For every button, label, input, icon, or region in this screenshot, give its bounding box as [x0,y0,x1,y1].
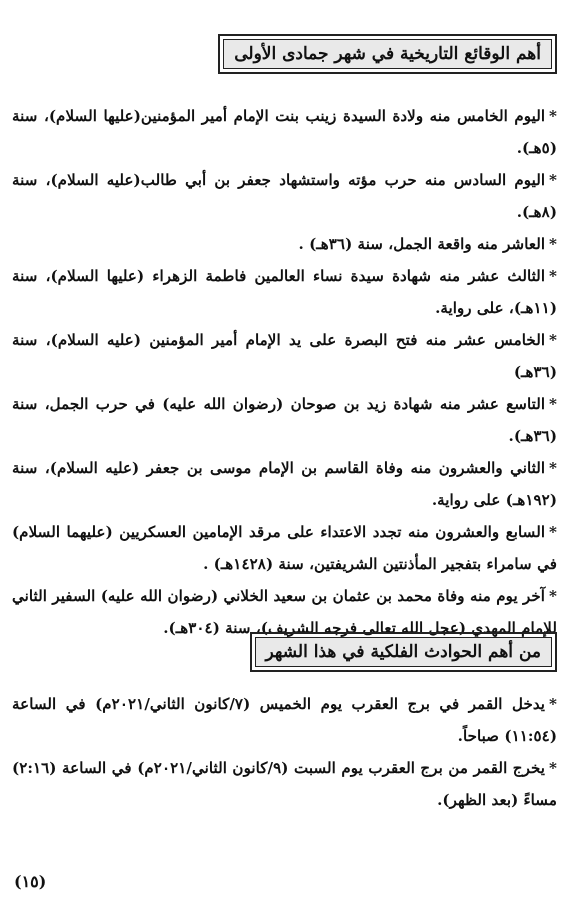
bullet-star: * [549,759,557,777]
list-item [12,260,557,324]
event-text: التاسع عشر منه شهادة زيد بن صوحان (رضوان الله عليه) في حرب الجمل، سنة (٣٦هـ). [12,395,557,445]
event-text: آخر يوم منه وفاة محمد بن عثمان بن سعيد الخلاني (رضوان الله عليه) السفير الثاني للإمام المهدي (عجل الله تعالى فرجه الشريف)، سنة (٣٠٤هـ). [12,587,557,637]
bullet-star: * [549,395,557,413]
event-text: يدخل القمر في برج العقرب يوم الخميس (٧/كانون الثاني/٢٠٢١م) في الساعة (١١:٥٤) صباحاً. [12,695,557,745]
list-item [12,324,557,388]
section-title-astronomical-events [250,632,557,672]
bullet-star: * [549,523,557,541]
section-title-historical-events [218,34,557,74]
list-item [12,100,557,164]
bullet-star: * [549,171,557,189]
section-title-text: من أهم الحوادث الفلكية في هذا الشهر [255,637,552,667]
event-text: الثالث عشر منه شهادة سيدة نساء العالمين فاطمة الزهراء (عليها السلام)، سنة (١١هـ)، على رواية. [12,267,557,317]
bullet-star: * [549,459,557,477]
event-text: يخرج القمر من برج العقرب يوم السبت (٩/كانون الثاني/٢٠٢١م) في الساعة (٢:١٦) مساءً (بعد الظهر). [12,759,557,809]
event-text: السابع والعشرون منه تجدد الاعتداء على مرقد الإمامين العسكريين (عليهما السلام) في سامراء بتفجير المأذنتين الشريفتين، سنة (١٤٢٨هـ) . [12,523,557,573]
list-item [12,452,557,516]
list-item [12,688,557,752]
event-text: اليوم الخامس منه ولادة السيدة زينب بنت الإمام أمير المؤمنين(عليها السلام)، سنة (٥هـ). [12,107,557,157]
section-title-text: أهم الوقائع التاريخية في شهر جمادى الأولى [223,39,552,69]
bullet-star: * [549,235,557,253]
list-item [12,516,557,580]
bullet-star: * [549,267,557,285]
bullet-star: * [549,331,557,349]
event-text: اليوم السادس منه حرب مؤته واستشهاد جعفر بن أبي طالب(عليه السلام)، سنة (٨هـ). [12,171,557,221]
bullet-star: * [549,695,557,713]
event-text: الخامس عشر منه فتح البصرة على يد الإمام أمير المؤمنين (عليه السلام)، سنة (٣٦هـ) [12,331,557,381]
astronomical-events-list [12,688,557,816]
event-text: العاشر منه واقعة الجمل، سنة (٣٦هـ) . [298,235,546,253]
list-item [12,752,557,816]
list-item [12,388,557,452]
list-item [12,164,557,228]
historical-events-list [12,100,557,644]
list-item [12,228,557,260]
page-number: (١٥) [14,872,47,891]
event-text: الثاني والعشرون منه وفاة القاسم بن الإمام موسى بن جعفر (عليه السلام)، سنة (١٩٢هـ) على رواية. [12,459,557,509]
bullet-star: * [549,107,557,125]
bullet-star: * [549,587,557,605]
